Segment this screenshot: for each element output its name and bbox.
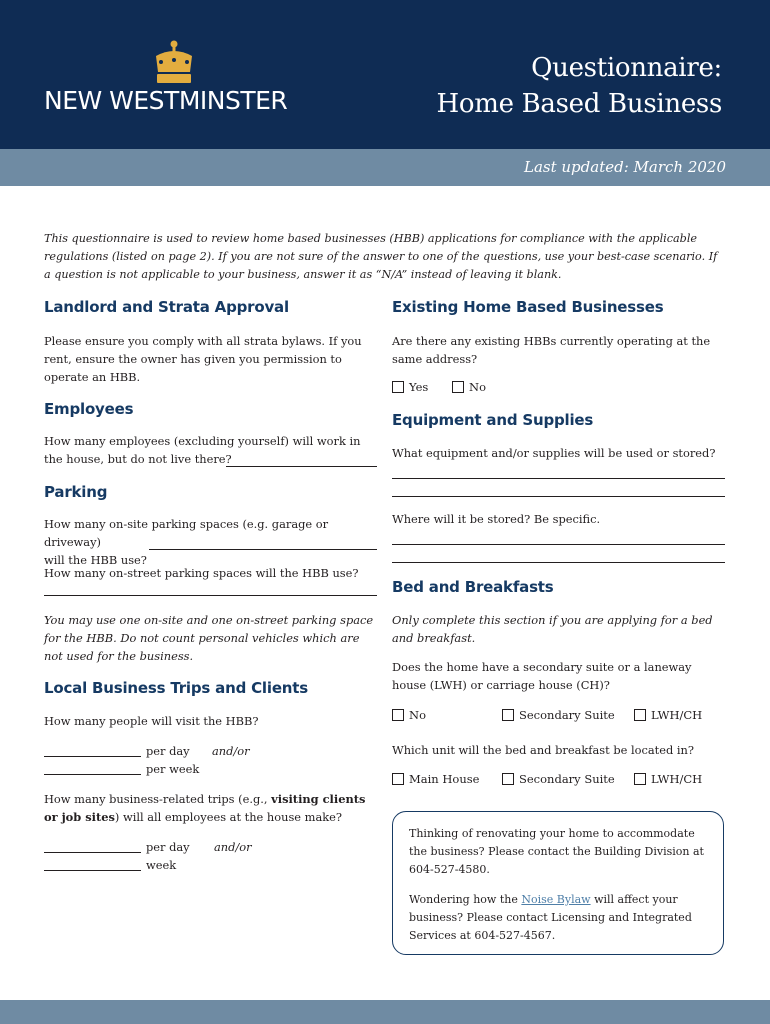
question-bold: Where [392, 512, 430, 526]
question-rest: will it be stored? Be specific. [429, 512, 601, 526]
bnb-unit-question: Which unit will the bed and breakfast be located in? [392, 743, 694, 757]
checkbox[interactable] [502, 709, 514, 721]
equipment-what-field-2[interactable] [392, 496, 725, 497]
per-day-label-2: per day [146, 840, 190, 854]
question-bold: What [392, 446, 423, 460]
heading-parking: Parking [44, 483, 108, 501]
bnb-unit-option-secondary[interactable] [502, 772, 615, 786]
checkbox[interactable] [392, 381, 404, 393]
option-label: No [409, 708, 426, 722]
parking-onstreet-field[interactable] [44, 595, 377, 596]
checkbox[interactable] [634, 773, 646, 785]
checkbox[interactable] [502, 773, 514, 785]
existing-no-option[interactable] [452, 380, 486, 394]
page-title-line2: Home Based Business [436, 89, 722, 119]
visitors-question: How many people will visit the HBB? [44, 714, 259, 728]
parking-note-one: one [119, 613, 141, 627]
heading-bnb: Bed and Breakfasts [392, 578, 554, 596]
callout-text-part: will affect your business? Please contact Licensing and Integrated Services at 604-527-4567. [409, 893, 692, 942]
checkbox[interactable] [452, 381, 464, 393]
employees-answer-field[interactable] [226, 466, 377, 467]
existing-yes-option[interactable] [392, 380, 428, 394]
page-title [436, 50, 722, 122]
employees-question-line1: How many employees (excluding yourself) will work in [44, 434, 361, 448]
trips-per-week-field[interactable] [44, 870, 141, 871]
trips-question-part: ) will all employees at the house make? [114, 810, 342, 824]
option-label: No [469, 380, 486, 394]
parking-note-one: one [211, 613, 233, 627]
bnb-suite-option-secondary[interactable] [502, 708, 615, 722]
updated-bar [0, 149, 770, 186]
heading-trips: Local Business Trips and Clients [44, 679, 308, 697]
callout-building-text: Thinking of renovating your home to accommodate the business? Please contact the Building Division at 604-527-4580. [409, 827, 704, 876]
equipment-where-field-2[interactable] [392, 562, 725, 563]
parking-onsite-question [44, 515, 384, 569]
bnb-note: Only complete this section if you are applying for a bed and breakfast. [392, 613, 713, 645]
employees-question [44, 432, 384, 468]
parking-onsite-line1: How many on-site parking spaces (e.g. garage or driveway) [44, 517, 329, 549]
checkbox[interactable] [634, 709, 646, 721]
bnb-suite-option-no[interactable] [392, 708, 426, 722]
existing-question: Are there any existing HBBs currently operating at the same address? [392, 334, 711, 366]
option-label: Main House [409, 772, 480, 786]
bnb-unit-option-main[interactable] [392, 772, 479, 786]
checkbox[interactable] [392, 773, 404, 785]
brand-name: NEW WESTMINSTER [44, 86, 288, 115]
trips-question [44, 790, 379, 826]
option-label: Secondary Suite [519, 772, 615, 786]
heading-equipment: Equipment and Supplies [392, 411, 594, 429]
parking-note-part: on-site and [140, 613, 212, 627]
heading-existing: Existing Home Based Businesses [392, 298, 664, 316]
visitors-per-day-field[interactable] [44, 756, 141, 757]
option-label: LWH/CH [651, 772, 703, 786]
per-day-label: per day [146, 744, 190, 758]
per-week-label: per week [146, 762, 200, 776]
equipment-what-question [392, 444, 727, 462]
equipment-what-field-1[interactable] [392, 478, 725, 479]
bnb-suite-question: Does the home have a secondary suite or a laneway house (LWH) or carriage house (CH)? [392, 660, 692, 692]
week-label: week [146, 858, 177, 872]
trips-per-day-field[interactable] [44, 852, 141, 853]
intro-text: This questionnaire is used to review home based businesses (HBB) applications for compliance with the applicable regulations (listed on page 2). If you are not sure of the answer to one of the questions, use your best-case scenario. If a question is not applicable to your business, answer it as “N/A” instead of leaving it blank. [44, 232, 718, 281]
andor-label: and/or [212, 744, 250, 758]
andor-label-2: and/or [214, 840, 252, 854]
crown-icon [152, 40, 196, 86]
noise-bylaw-link[interactable]: Noise Bylaw [521, 893, 591, 906]
parking-note [44, 611, 374, 665]
option-label: Secondary Suite [519, 708, 615, 722]
checkbox[interactable] [392, 709, 404, 721]
question-rest: equipment and/or supplies will be used or stored? [422, 446, 716, 460]
equipment-where-question [392, 510, 727, 528]
option-label: LWH/CH [651, 708, 703, 722]
trips-question-bold: visiting clients or job sites [44, 792, 366, 824]
parking-note-part: You may use [44, 613, 120, 627]
option-label: Yes [409, 380, 429, 394]
parking-onstreet-question: How many on-street parking spaces will the HBB use? [44, 566, 359, 580]
parking-onsite-line2: will the HBB use? [44, 553, 147, 567]
header-banner [0, 0, 770, 149]
contact-callout [392, 811, 724, 955]
footer-bar [0, 1000, 770, 1024]
last-updated: Last updated: March 2020 [523, 158, 726, 176]
page-title-line1: Questionnaire: [531, 53, 722, 83]
heading-employees: Employees [44, 400, 134, 418]
callout-noise-text [409, 891, 709, 945]
callout-text-part: Wondering how the [409, 893, 522, 906]
parking-onsite-field[interactable] [149, 549, 377, 550]
trips-question-part: How many business-related trips (e.g., [44, 792, 272, 806]
bnb-unit-option-lwh[interactable] [634, 772, 702, 786]
landlord-text: Please ensure you comply with all strata bylaws. If you rent, ensure the owner has given you permission to operate an HBB. [44, 334, 362, 384]
bnb-suite-option-lwh[interactable] [634, 708, 702, 722]
equipment-where-field-1[interactable] [392, 544, 725, 545]
visitors-per-week-field[interactable] [44, 774, 141, 775]
employees-question-line2: the house, but do not live there? [44, 452, 232, 466]
parking-note-part: on-street parking space for the HBB. Do not count personal vehicles which are not used for the business. [44, 613, 374, 663]
heading-landlord: Landlord and Strata Approval [44, 298, 289, 316]
